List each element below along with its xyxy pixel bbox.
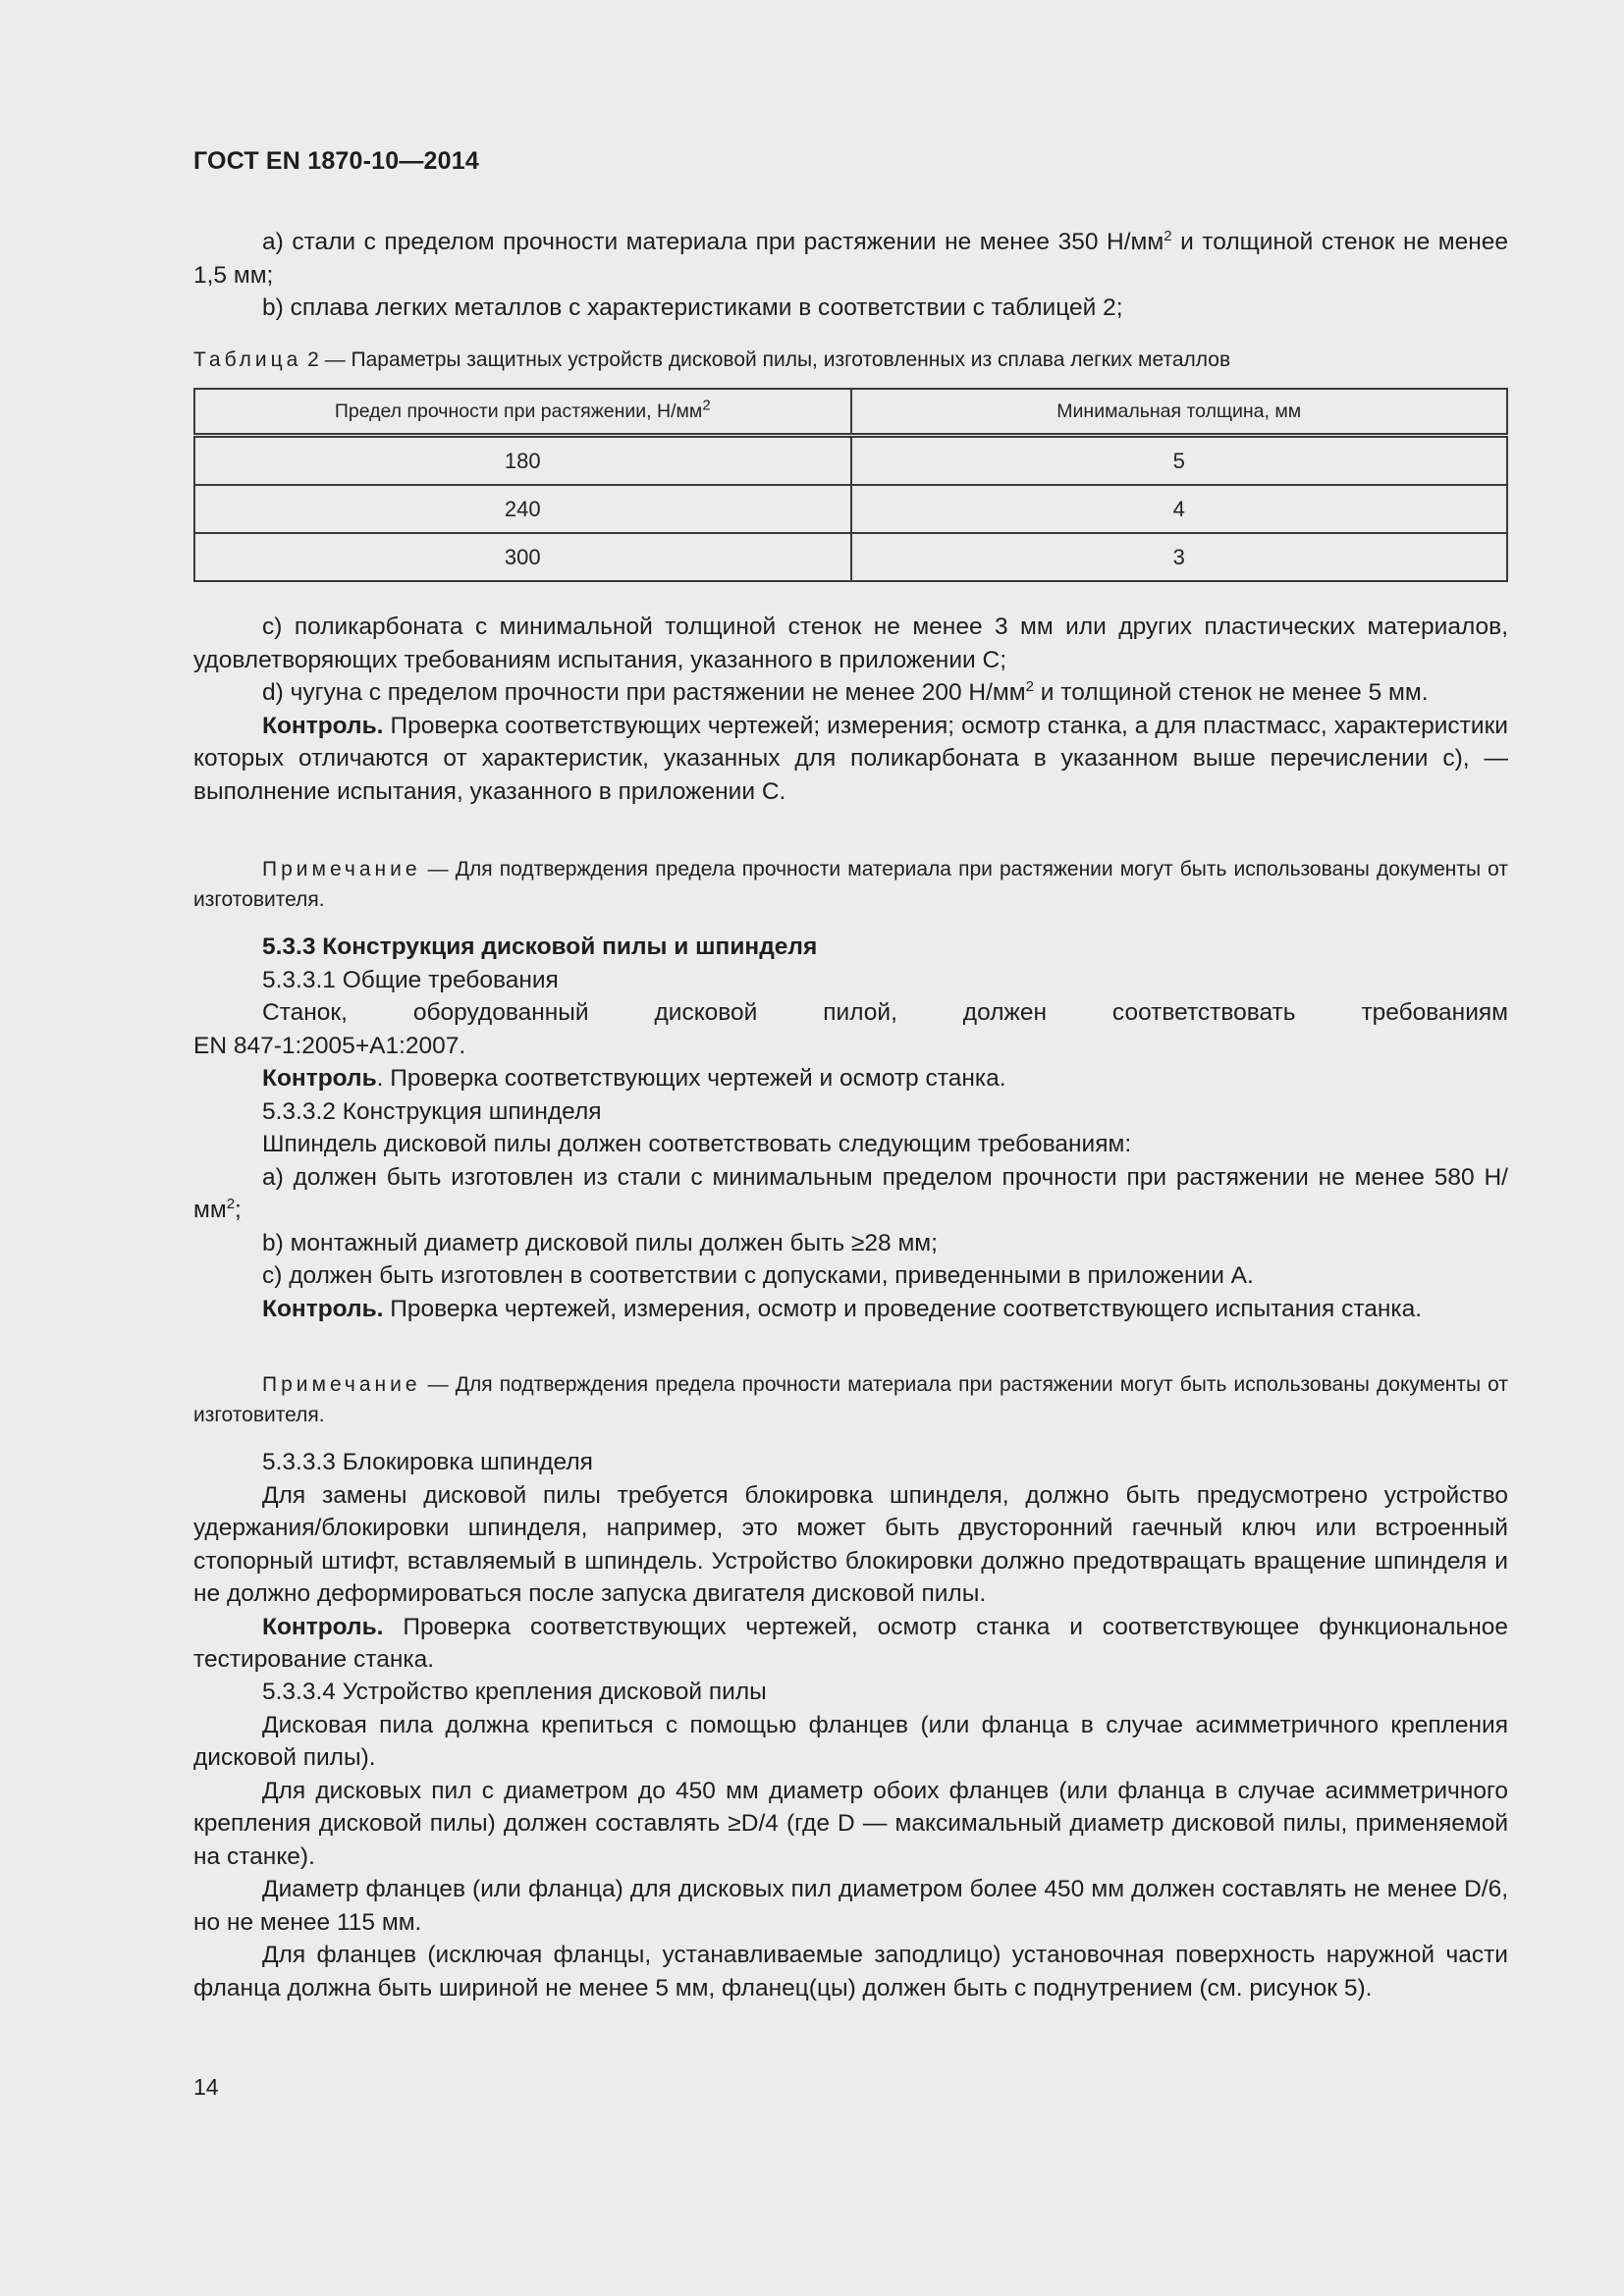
subsection-heading: 5.3.3.4 Устройство крепления дисковой пилы (262, 1679, 767, 1705)
cell-strength: 180 (194, 436, 851, 486)
subsection-heading: 5.3.3.3 Блокировка шпинделя (262, 1449, 593, 1475)
cell-strength: 300 (194, 533, 851, 581)
document-header: ГОСТ EN 1870-10—2014 (193, 147, 479, 175)
paragraph: EN 847-1:2005+A1:2007. (193, 1032, 466, 1059)
cell-thickness: 3 (851, 533, 1508, 581)
table-caption: Таблица 2 — Параметры защитных устройств дисковой пилы, изготовленных из сплава легких металлов (193, 348, 1231, 371)
list-item-b: b) монтажный диаметр дисковой пилы должен быть ≥28 мм; (262, 1229, 938, 1256)
list-item-c: с) должен быть изготовлен в соответствии с допусками, приведенными в приложении А. (262, 1262, 1254, 1289)
control-paragraph: Контроль. Проверка соответствующих чертежей; измерения; осмотр станка, а для пластмасс, характеристики которых отличаются от характеристик, указанных для поликарбоната в указанном выше перечислении с), — выполнение испытания, указанного в приложении С. (193, 712, 1508, 805)
cell-thickness: 5 (851, 436, 1508, 486)
paragraph: Станок, оборудованный дисковой пилой, должен соответствовать требованиям (262, 999, 1508, 1026)
table-row (194, 436, 1507, 486)
section-heading: 5.3.3 Конструкция дисковой пилы и шпинделя (262, 934, 818, 960)
data-table (193, 388, 1508, 582)
paragraph: Для фланцев (исключая фланцы, устанавливаемые заподлицо) установочная поверхность наружной части фланца должна быть шириной не менее 5 мм, фланец(цы) должен быть с поднутрением (см. рисунок 5). (193, 1942, 1508, 2002)
section-5-3-3-4 (193, 1676, 1508, 2004)
control-paragraph: Контроль. Проверка соответствующих чертежей, осмотр станка и соответствующее функциональное тестирование станка. (193, 1613, 1508, 1673)
paragraph: Для дисковых пил с диаметром до 450 мм диаметр обоих фланцев (или фланца в случае асимметричного крепления дисковой пилы) должен составлять ≥D/4 (где D — максимальный диаметр дисковой пилы, применяемой на станке). (193, 1777, 1508, 1870)
intro-list (193, 226, 1508, 325)
cell-thickness: 4 (851, 485, 1508, 533)
section-5-3-3-3 (193, 1446, 1508, 1677)
paragraph: Для замены дисковой пилы требуется блокировка шпинделя, должно быть предусмотрено устройство удержания/блокировки шпинделя, например, это может быть двусторонний гаечный ключ или встроенный стопорный штифт, вставляемый в шпиндель. Устройство блокировки должно предотвращать вращение шпинделя и не должно деформироваться после запуска двигателя дисковой пилы. (193, 1481, 1508, 1607)
paragraph: Шпиндель дисковой пилы должен соответствовать следующим требованиям: (262, 1131, 1132, 1157)
column-header-strength: Предел прочности при растяжении, $Н/мм^2$ (194, 389, 851, 436)
note-1: Примечание — Для подтверждения предела прочности материала при растяжении могут быть использованы документы от изготовителя. (193, 858, 1508, 911)
note-2: Примечание — Для подтверждения предела прочности материала при растяжении могут быть использованы документы от изготовителя. (193, 1373, 1508, 1426)
table-2 (193, 388, 1508, 582)
page-number: 14 (193, 2074, 219, 2100)
subsection-heading: 5.3.3.1 Общие требования (262, 966, 559, 993)
cell-strength: 240 (194, 485, 851, 533)
list-item-d: d) чугуна с пределом прочности при растяжении не менее 200 $Н/мм^2$ и толщиной стенок не менее 5 мм. (262, 677, 1429, 706)
table-row (194, 485, 1507, 533)
after-table-section (193, 611, 1508, 808)
section-5-3-3 (193, 931, 1508, 1325)
paragraph: Дисковая пила должна крепиться с помощью фланцев (или фланца в случае асимметричного крепления дисковой пилы). (193, 1711, 1508, 1771)
table-row (194, 533, 1507, 581)
table-header-row (194, 389, 1507, 436)
subsection-heading: 5.3.3.2 Конструкция шпинделя (262, 1097, 602, 1125)
intro-item-a: а) стали с пределом прочности материала при растяжении не менее 350 $Н/мм^2$ и толщиной стенок не менее 1,5 мм; (193, 227, 1508, 289)
column-header-thickness: Минимальная толщина, мм (851, 389, 1508, 436)
list-item-c: с) поликарбоната с минимальной толщиной стенок не менее 3 мм или других пластических материалов, удовлетворяющих требованиям испытания, указанного в приложении С; (193, 614, 1508, 673)
list-item-a: а) должен быть изготовлен из стали с минимальным пределом прочности при растяжении не менее 580 $Н/мм^2$; (193, 1163, 1508, 1223)
intro-item-b: b) сплава легких металлов с характеристиками в соответствии с таблицей 2; (262, 294, 1123, 321)
control-paragraph: Контроль. Проверка соответствующих чертежей и осмотр станка. (262, 1065, 1006, 1092)
control-paragraph: Контроль. Проверка чертежей, измерения, осмотр и проведение соответствующего испытания станка. (262, 1295, 1423, 1322)
paragraph: Диаметр фланцев (или фланца) для дисковых пил диаметром более 450 мм должен составлять не менее D/6, но не менее 115 мм. (193, 1876, 1508, 1936)
